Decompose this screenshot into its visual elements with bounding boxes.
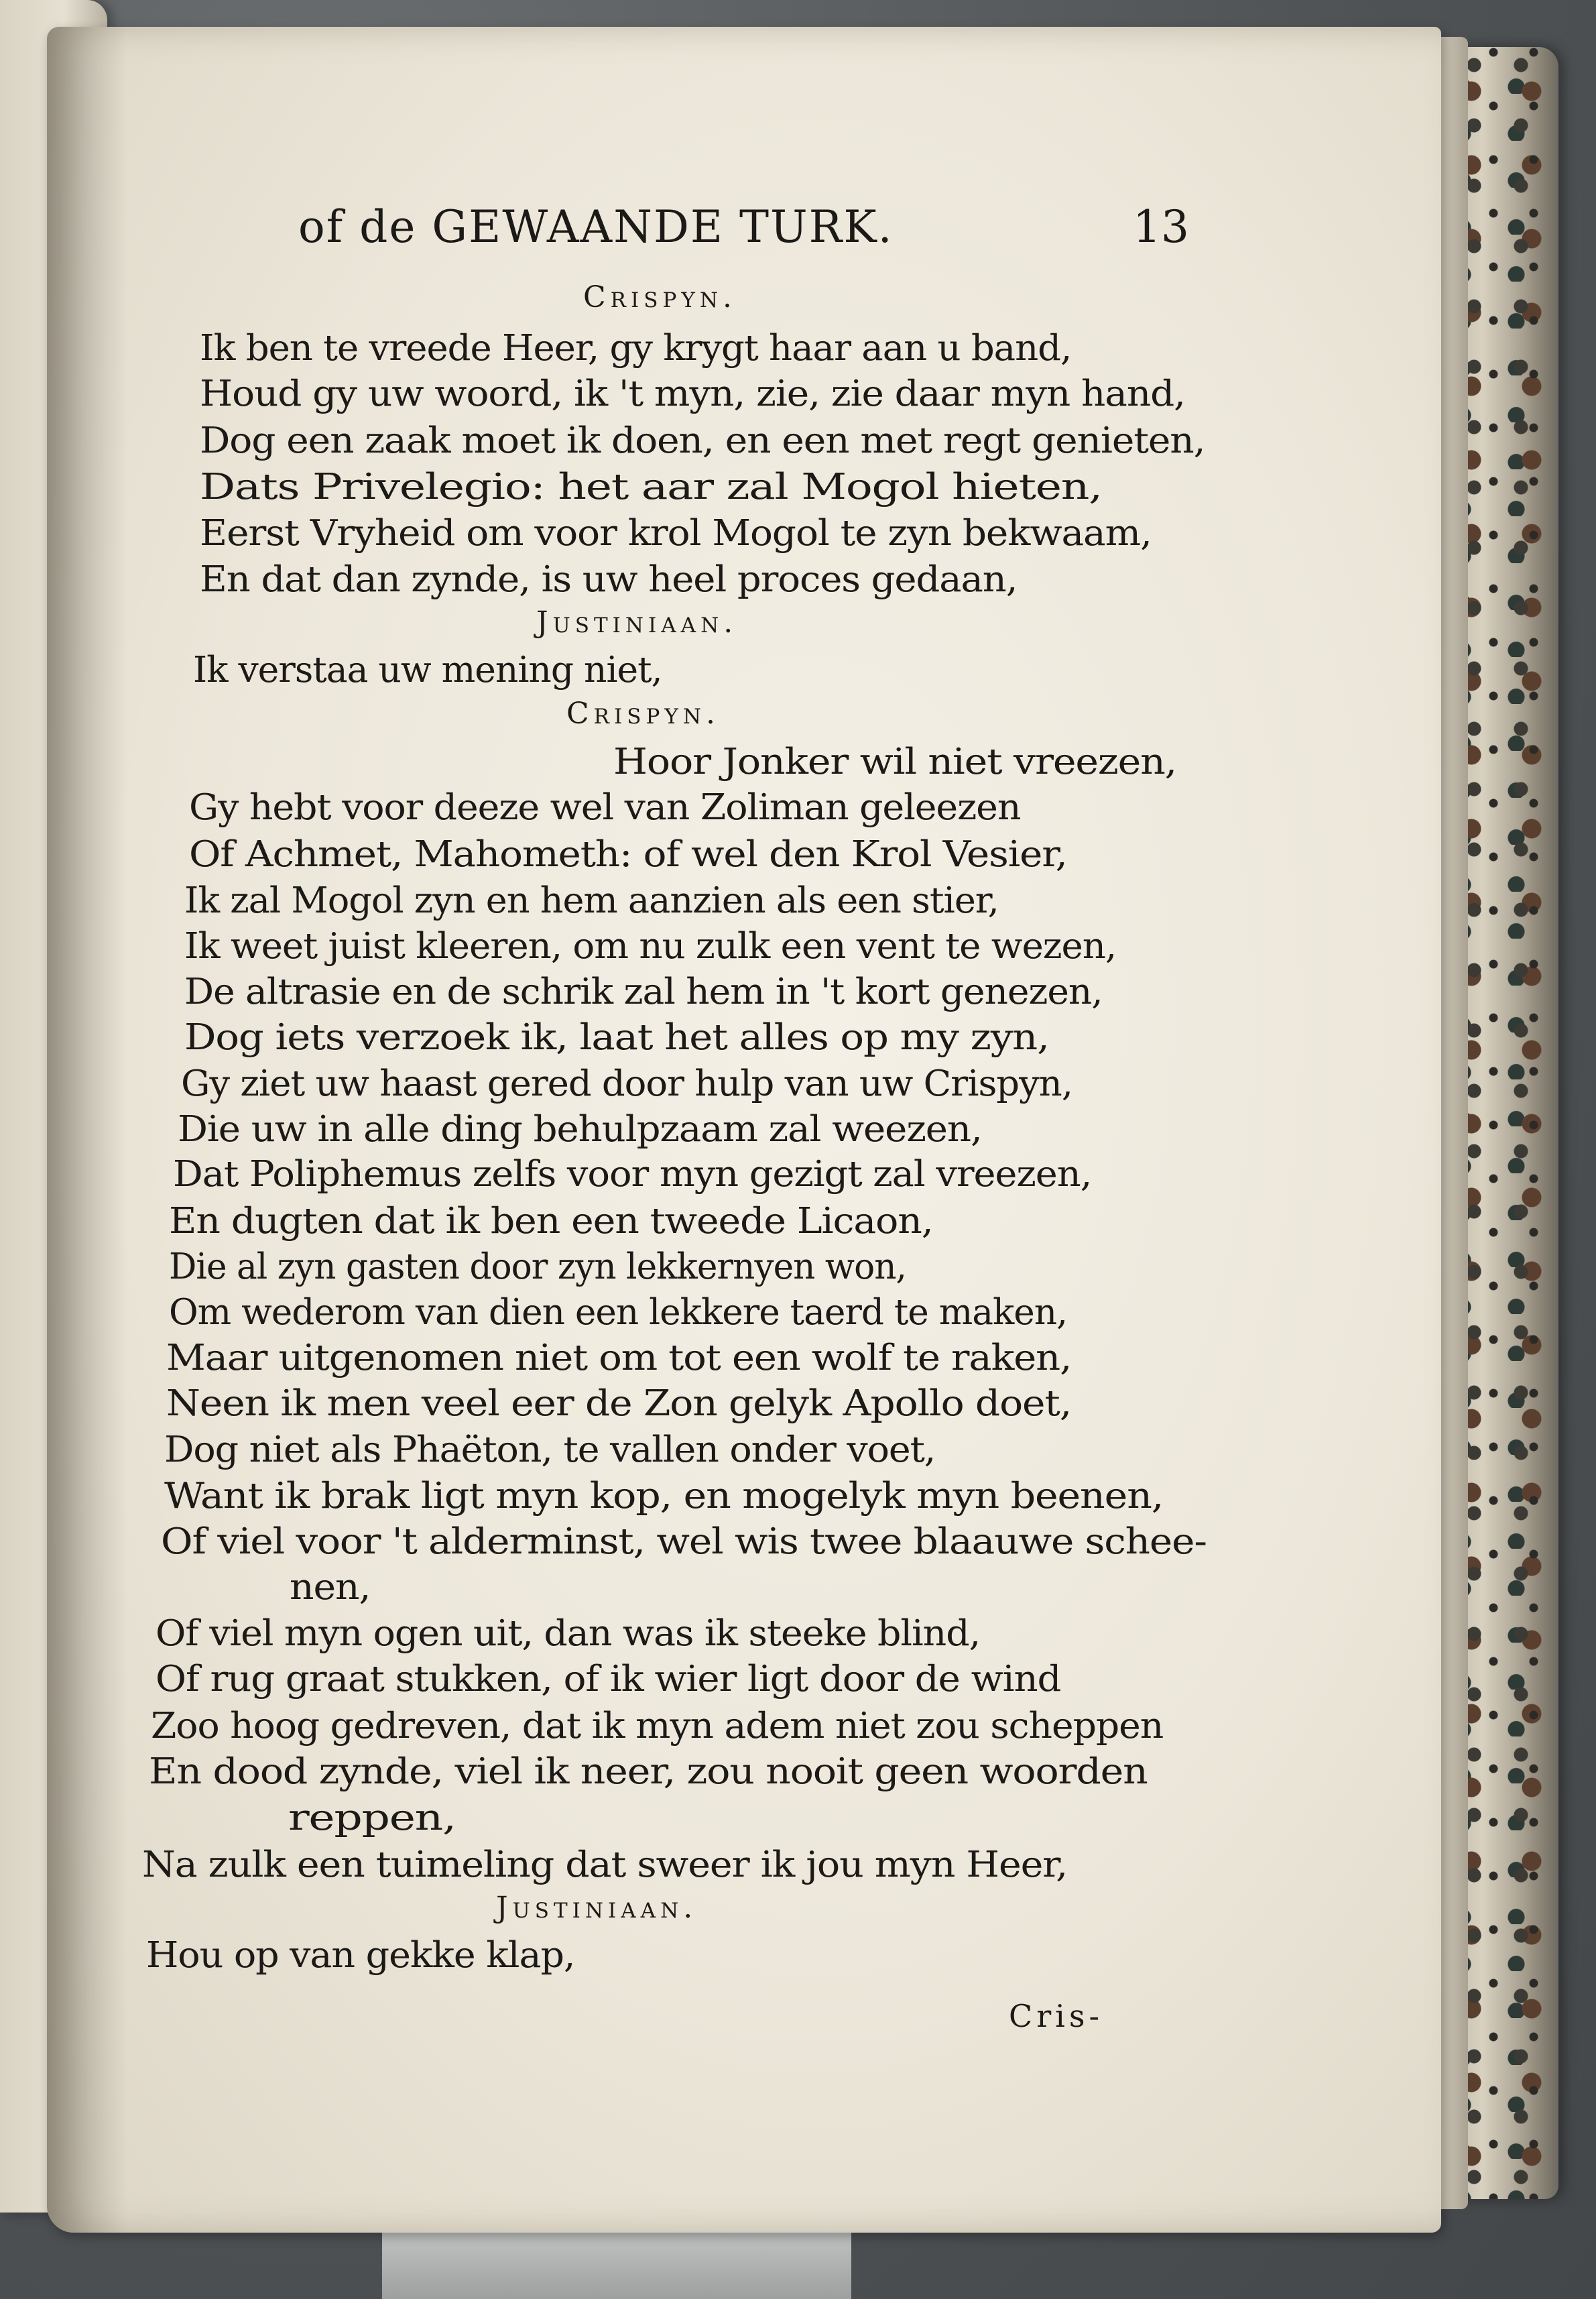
- verse-line: Dog iets verzoek ik, laat het alles op my zyn,: [184, 1017, 1049, 1058]
- verse-line: Na zulk een tuimeling dat sweer ik jou myn Heer,: [142, 1844, 1068, 1885]
- catchword: Cris-: [1009, 1998, 1104, 2034]
- verse-line: Hoor Jonker wil niet vreezen,: [613, 742, 1177, 782]
- verse-line: Ik zal Mogol zyn en hem aanzien als een stier,: [184, 880, 999, 921]
- speaker-heading: Crispyn.: [566, 697, 720, 731]
- verse-continuation: nen,: [290, 1567, 371, 1608]
- verse-line: Dog niet als Phaëton, te vallen onder voet,: [164, 1429, 936, 1470]
- verse-line: Eerst Vryheid om voor krol Mogol te zyn bekwaam,: [200, 513, 1152, 554]
- verse-line: Om wederom van dien een lekkere taerd te maken,: [169, 1292, 1068, 1333]
- speaker-heading: Justiniaan.: [536, 605, 738, 640]
- verse-continuation: reppen,: [288, 1797, 456, 1838]
- verse-line: En dugten dat ik ben een tweede Licaon,: [169, 1201, 933, 1242]
- verse-line: Die al zyn gasten door zyn lekkernyen won,: [169, 1246, 906, 1287]
- verse-line: Hou op van gekke klap,: [146, 1935, 575, 1976]
- verse-line: Dats Privelegio: het aar zal Mogol hieten,: [200, 467, 1102, 508]
- verse-line: Zoo hoog gedreven, dat ik myn adem niet zou scheppen: [151, 1706, 1164, 1747]
- verse-line: Of viel myn ogen uit, dan was ik steeke blind,: [156, 1613, 981, 1654]
- verse-line: Neen ik men veel eer de Zon gelyk Apollo doet,: [166, 1383, 1072, 1424]
- verse-line: Of Achmet, Mahometh: of wel den Krol Vesier,: [189, 834, 1067, 875]
- verse-line: Dat Poliphemus zelfs voor myn gezigt zal vreezen,: [173, 1154, 1092, 1195]
- verse-line: Ik ben te vreede Heer, gy krygt haar aan u band,: [200, 328, 1072, 369]
- verse-line: En dood zynde, viel ik neer, zou nooit geen woorden: [149, 1751, 1148, 1792]
- page-number: 13: [1133, 201, 1189, 253]
- verse-line: De altrasie en de schrik zal hem in 't kort genezen,: [184, 971, 1103, 1012]
- verse-line: Want ik brak ligt myn kop, en mogelyk myn beenen,: [164, 1476, 1164, 1517]
- verse-line: Gy ziet uw haast gered door hulp van uw Crispyn,: [181, 1063, 1072, 1104]
- verse-line: Gy hebt voor deeze wel van Zoliman geleezen: [189, 787, 1021, 828]
- speaker-heading: Crispyn.: [583, 280, 737, 314]
- verse-line: En dat dan zynde, is uw heel proces gedaan,: [200, 559, 1018, 600]
- verse-line: Die uw in alle ding behulpzaam zal weezen,: [178, 1109, 982, 1150]
- verse-line: Dog een zaak moet ik doen, en een met regt genieten,: [200, 420, 1205, 461]
- verse-line: Houd gy uw woord, ik 't myn, zie, zie daar myn hand,: [200, 373, 1186, 414]
- verse-line: Maar uitgenomen niet om tot een wolf te raken,: [166, 1338, 1072, 1378]
- verse-line: Of viel voor 't alderminst, wel wis twee blaauwe schee-: [161, 1521, 1207, 1562]
- running-title: of de GEWAANDE TURK.: [298, 201, 894, 253]
- verse-line: Ik verstaa uw mening niet,: [193, 650, 662, 691]
- verse-line: Of rug graat stukken, of ik wier ligt door de wind: [156, 1659, 1061, 1700]
- verse-line: Ik weet juist kleeren, om nu zulk een vent te wezen,: [184, 926, 1117, 967]
- speaker-heading: Justiniaan.: [496, 1891, 698, 1925]
